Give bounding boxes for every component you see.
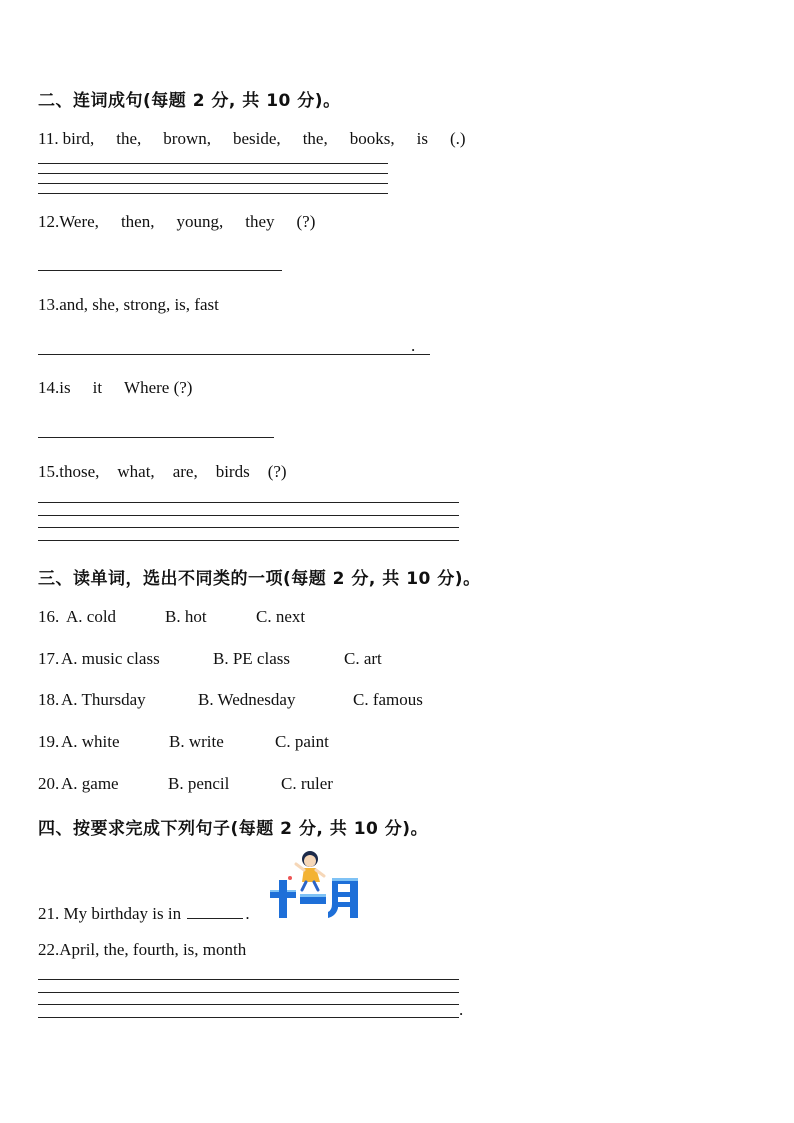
word: is	[59, 378, 71, 397]
question-number: 16.	[38, 607, 60, 626]
option-b: B. hot	[165, 607, 207, 626]
answer-line[interactable]	[38, 173, 388, 174]
option-a: A. Thursday	[61, 690, 146, 709]
section2-heading: 二、连词成句(每题 2 分, 共 10 分)。	[38, 91, 341, 111]
word: young,	[176, 212, 224, 231]
word: Were,	[59, 212, 99, 231]
answer-line[interactable]	[38, 354, 430, 355]
answer-line[interactable]	[38, 270, 282, 271]
option-c: C. ruler	[281, 774, 333, 793]
question-number: 20.	[38, 774, 60, 793]
word: bird,	[62, 129, 95, 148]
question-number: 12.	[38, 212, 60, 231]
option-c: C. paint	[275, 732, 329, 751]
answer-line[interactable]	[38, 992, 459, 993]
option-c: C. famous	[353, 690, 423, 709]
word: is	[416, 129, 428, 148]
word: Where (?)	[124, 378, 193, 397]
answer-line[interactable]	[38, 1004, 459, 1005]
word: the,	[116, 129, 142, 148]
word: are,	[172, 462, 198, 481]
option-b: B. write	[169, 732, 224, 751]
word: it	[92, 378, 103, 397]
question-number: 19.	[38, 732, 60, 751]
answer-line[interactable]	[38, 437, 274, 438]
option-b: B. Wednesday	[198, 690, 296, 709]
option-c: C. next	[256, 607, 306, 626]
section3-heading: 三、读单词，选出不同类的一项(每题 2 分, 共 10 分)。	[38, 569, 481, 589]
question-number: 14.	[38, 378, 60, 397]
question-14	[38, 378, 192, 398]
answer-line[interactable]	[38, 527, 459, 528]
word: (.)	[449, 129, 466, 148]
question-number: 18.	[38, 690, 60, 709]
answer-line[interactable]	[38, 193, 388, 194]
answer-line[interactable]	[38, 515, 459, 516]
november-picture	[268, 848, 364, 920]
word: beside,	[233, 129, 281, 148]
answer-line[interactable]	[38, 540, 459, 541]
option-a: A. cold	[66, 607, 117, 626]
question-12	[38, 212, 315, 232]
answer-line[interactable]	[38, 979, 459, 980]
word: birds	[215, 462, 250, 481]
answer-line[interactable]	[38, 1017, 459, 1018]
month-glyph-yi	[300, 894, 326, 904]
month-glyph-shi	[270, 880, 296, 918]
question-number: 15.	[38, 462, 60, 481]
question-number: 17.	[38, 649, 60, 668]
word: (?)	[296, 212, 316, 231]
option-a: A. game	[61, 774, 119, 793]
word: then,	[120, 212, 155, 231]
option-b: B. pencil	[168, 774, 230, 793]
end-mark: .	[245, 904, 250, 923]
option-a: A. music class	[61, 649, 160, 668]
question-number: 11.	[38, 129, 59, 148]
word: they	[245, 212, 275, 231]
end-mark: .	[411, 336, 416, 355]
word: what,	[117, 462, 155, 481]
word: the,	[302, 129, 328, 148]
word: brown,	[163, 129, 211, 148]
answer-line[interactable]	[38, 163, 388, 164]
question-21	[38, 904, 250, 924]
question-text: 21. My birthday is in	[38, 904, 182, 923]
month-glyph-yue	[328, 878, 358, 918]
option-a: A. white	[61, 732, 120, 751]
section4-heading: 四、按要求完成下列句子(每题 2 分, 共 10 分)。	[38, 819, 429, 839]
word: those,	[59, 462, 100, 481]
word: books,	[349, 129, 395, 148]
end-mark: .	[459, 1000, 464, 1019]
question-13: 13.and, she, strong, is, fast	[38, 295, 219, 314]
question-22: 22.April, the, fourth, is, month	[38, 940, 247, 959]
question-11	[38, 129, 466, 149]
child-figure-icon	[288, 851, 324, 890]
option-b: B. PE class	[213, 649, 290, 668]
answer-line[interactable]	[38, 183, 388, 184]
answer-line[interactable]	[38, 502, 459, 503]
option-c: C. art	[344, 649, 382, 668]
answer-blank[interactable]	[187, 904, 243, 919]
word: (?)	[267, 462, 287, 481]
question-15	[38, 462, 287, 482]
